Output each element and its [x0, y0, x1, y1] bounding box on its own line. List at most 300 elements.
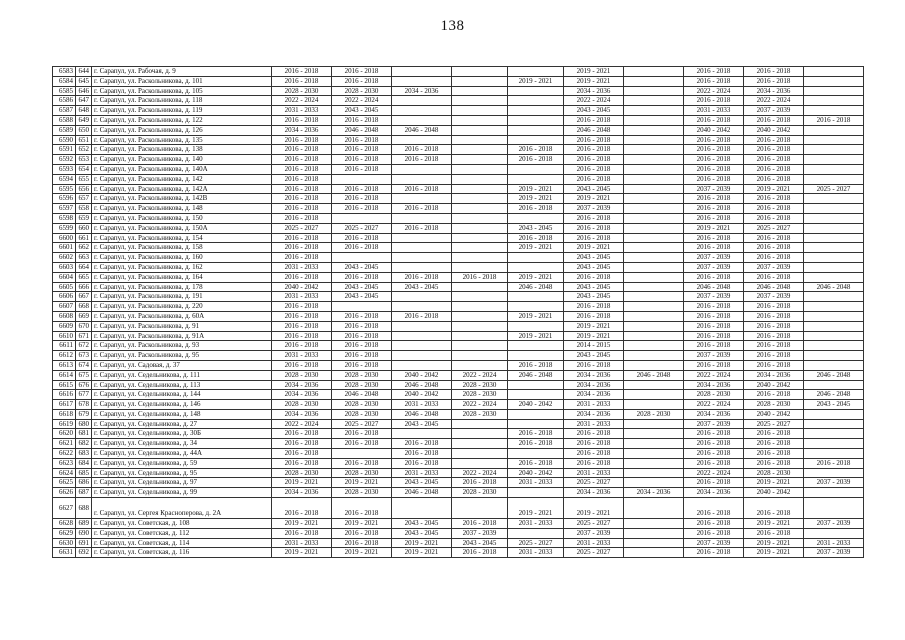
cell-period-1: 2016 - 2018: [272, 439, 332, 449]
cell-period-4: [452, 125, 508, 135]
cell-address: г. Сарапул, ул. Раскольникова, д. 105: [92, 86, 272, 96]
cell-row-number: 6629: [53, 528, 76, 538]
cell-period-8: 2046 - 2048: [684, 282, 744, 292]
cell-period-6: 2019 - 2021: [564, 498, 624, 519]
table-row: [53, 302, 864, 312]
cell-period-4: 2037 - 2039: [452, 528, 508, 538]
repair-schedule-table: [52, 66, 864, 558]
cell-period-9: 2040 - 2042: [744, 125, 804, 135]
cell-period-6: 2016 - 2018: [564, 233, 624, 243]
cell-period-9: 2040 - 2042: [744, 488, 804, 498]
cell-period-1: 2016 - 2018: [272, 233, 332, 243]
cell-period-1: 2016 - 2018: [272, 155, 332, 165]
cell-period-8: 2016 - 2018: [684, 204, 744, 214]
cell-period-1: 2040 - 2042: [272, 282, 332, 292]
cell-row-number: 6625: [53, 478, 76, 488]
cell-period-4: 2022 - 2024: [452, 400, 508, 410]
cell-period-5: 2019 - 2021: [508, 311, 564, 321]
cell-period-2: 2016 - 2018: [332, 331, 392, 341]
table-row: [53, 96, 864, 106]
cell-period-4: [452, 76, 508, 86]
cell-period-2: 2016 - 2018: [332, 184, 392, 194]
cell-period-4: [452, 262, 508, 272]
cell-period-7: [624, 341, 684, 351]
table-row: [53, 76, 864, 86]
cell-period-9: 2025 - 2027: [744, 223, 804, 233]
cell-period-4: 2016 - 2018: [452, 548, 508, 558]
cell-period-10: [804, 449, 864, 459]
cell-period-9: 2037 - 2039: [744, 106, 804, 116]
cell-address: г. Сарапул, ул. Раскольникова, д. 160: [92, 253, 272, 263]
cell-period-1: 2031 - 2033: [272, 262, 332, 272]
cell-period-1: 2028 - 2030: [272, 400, 332, 410]
cell-row-number: 6618: [53, 409, 76, 419]
cell-period-7: 2028 - 2030: [624, 409, 684, 419]
cell-period-8: 2037 - 2039: [684, 184, 744, 194]
cell-period-1: 2031 - 2033: [272, 351, 332, 361]
cell-period-6: 2043 - 2045: [564, 282, 624, 292]
cell-period-7: [624, 243, 684, 253]
cell-period-3: 2016 - 2018: [392, 272, 452, 282]
cell-period-8: 2016 - 2018: [684, 67, 744, 77]
cell-period-10: [804, 429, 864, 439]
cell-period-4: [452, 164, 508, 174]
cell-house-number: 691: [76, 538, 92, 548]
cell-period-9: 2016 - 2018: [744, 213, 804, 223]
cell-period-7: [624, 67, 684, 77]
cell-period-9: 2019 - 2021: [744, 519, 804, 529]
cell-period-10: [804, 351, 864, 361]
cell-period-1: 2019 - 2021: [272, 519, 332, 529]
cell-period-5: [508, 341, 564, 351]
cell-period-4: [452, 341, 508, 351]
cell-period-10: 2046 - 2048: [804, 282, 864, 292]
cell-period-9: 2016 - 2018: [744, 174, 804, 184]
cell-period-8: 2016 - 2018: [684, 331, 744, 341]
cell-row-number: 6621: [53, 439, 76, 449]
cell-address: г. Сарапул, ул. Советская, д. 114: [92, 538, 272, 548]
cell-period-2: 2016 - 2018: [332, 528, 392, 538]
table-row: [53, 331, 864, 341]
cell-address: г. Сарапул, ул. Раскольникова, д. 101: [92, 76, 272, 86]
cell-period-8: 2016 - 2018: [684, 233, 744, 243]
cell-period-10: [804, 262, 864, 272]
cell-address: г. Сарапул, ул. Садовая, д. 37: [92, 360, 272, 370]
cell-period-5: 2043 - 2045: [508, 223, 564, 233]
cell-period-5: [508, 106, 564, 116]
cell-period-7: [624, 86, 684, 96]
cell-period-2: 2016 - 2018: [332, 321, 392, 331]
cell-period-5: 2019 - 2021: [508, 184, 564, 194]
cell-period-4: [452, 106, 508, 116]
table-row: [53, 390, 864, 400]
cell-address: г. Сарапул, ул. Советская, д. 108: [92, 519, 272, 529]
cell-period-4: [452, 351, 508, 361]
table-row: [53, 400, 864, 410]
cell-period-3: 2046 - 2048: [392, 488, 452, 498]
cell-house-number: 675: [76, 370, 92, 380]
cell-period-8: 2022 - 2024: [684, 468, 744, 478]
cell-period-3: [392, 429, 452, 439]
cell-period-7: [624, 351, 684, 361]
cell-period-8: 2016 - 2018: [684, 548, 744, 558]
cell-period-10: 2031 - 2033: [804, 538, 864, 548]
table-row: [53, 282, 864, 292]
cell-row-number: 6611: [53, 341, 76, 351]
cell-period-5: 2016 - 2018: [508, 204, 564, 214]
cell-period-3: 2016 - 2018: [392, 449, 452, 459]
cell-period-6: 2016 - 2018: [564, 164, 624, 174]
cell-period-8: 2016 - 2018: [684, 360, 744, 370]
table-row: [53, 341, 864, 351]
cell-address: г. Сарапул, ул. Раскольникова, д. 138: [92, 145, 272, 155]
cell-period-9: 2016 - 2018: [744, 194, 804, 204]
cell-house-number: 669: [76, 311, 92, 321]
cell-period-5: [508, 174, 564, 184]
cell-period-8: 2016 - 2018: [684, 96, 744, 106]
cell-period-1: 2016 - 2018: [272, 331, 332, 341]
cell-period-3: 2016 - 2018: [392, 184, 452, 194]
cell-period-10: [804, 155, 864, 165]
cell-period-8: 2016 - 2018: [684, 243, 744, 253]
cell-period-8: 2037 - 2039: [684, 419, 744, 429]
cell-row-number: 6630: [53, 538, 76, 548]
cell-period-8: 2016 - 2018: [684, 519, 744, 529]
cell-period-5: 2019 - 2021: [508, 194, 564, 204]
cell-address: г. Сарапул, ул. Седельникова, д. 30Б: [92, 429, 272, 439]
cell-period-7: [624, 233, 684, 243]
cell-period-2: 2016 - 2018: [332, 155, 392, 165]
cell-house-number: 688: [76, 498, 92, 519]
cell-address: г. Сарапул, ул. Раскольникова, д. 91: [92, 321, 272, 331]
cell-house-number: 656: [76, 184, 92, 194]
cell-row-number: 6626: [53, 488, 76, 498]
cell-period-3: [392, 115, 452, 125]
cell-period-6: 2034 - 2036: [564, 390, 624, 400]
cell-period-2: 2016 - 2018: [332, 351, 392, 361]
cell-period-8: 2037 - 2039: [684, 351, 744, 361]
cell-period-4: [452, 282, 508, 292]
cell-period-8: 2022 - 2024: [684, 370, 744, 380]
cell-period-8: 2016 - 2018: [684, 449, 744, 459]
cell-period-2: 2016 - 2018: [332, 498, 392, 519]
cell-period-7: [624, 174, 684, 184]
cell-period-6: 2034 - 2036: [564, 86, 624, 96]
cell-period-3: 2031 - 2033: [392, 400, 452, 410]
cell-period-1: 2022 - 2024: [272, 419, 332, 429]
cell-house-number: 682: [76, 439, 92, 449]
cell-period-8: 2016 - 2018: [684, 213, 744, 223]
cell-period-7: [624, 419, 684, 429]
cell-address: г. Сарапул, ул. Советская, д. 112: [92, 528, 272, 538]
cell-house-number: 653: [76, 155, 92, 165]
cell-period-6: 2016 - 2018: [564, 429, 624, 439]
cell-period-4: [452, 498, 508, 519]
cell-row-number: 6601: [53, 243, 76, 253]
cell-period-6: 2043 - 2045: [564, 292, 624, 302]
cell-period-7: [624, 331, 684, 341]
cell-row-number: 6588: [53, 115, 76, 125]
cell-period-4: 2028 - 2030: [452, 488, 508, 498]
cell-period-2: 2019 - 2021: [332, 519, 392, 529]
cell-address: г. Сарапул, ул. Раскольникова, д. 118: [92, 96, 272, 106]
cell-period-2: 2016 - 2018: [332, 204, 392, 214]
cell-period-8: 2022 - 2024: [684, 86, 744, 96]
cell-period-7: [624, 292, 684, 302]
cell-row-number: 6619: [53, 419, 76, 429]
cell-period-10: [804, 204, 864, 214]
cell-period-1: 2016 - 2018: [272, 272, 332, 282]
cell-period-6: 2019 - 2021: [564, 243, 624, 253]
cell-house-number: 652: [76, 145, 92, 155]
cell-house-number: 685: [76, 468, 92, 478]
cell-period-2: 2019 - 2021: [332, 548, 392, 558]
cell-period-6: 2016 - 2018: [564, 458, 624, 468]
cell-period-5: 2019 - 2021: [508, 76, 564, 86]
cell-period-7: [624, 390, 684, 400]
cell-address: г. Сарапул, ул. Раскольникова, д. 93: [92, 341, 272, 351]
cell-period-6: 2016 - 2018: [564, 311, 624, 321]
cell-period-10: [804, 409, 864, 419]
cell-row-number: 6615: [53, 380, 76, 390]
cell-period-3: [392, 321, 452, 331]
cell-address: г. Сарапул, ул. Раскольникова, д. 140А: [92, 164, 272, 174]
cell-period-1: 2016 - 2018: [272, 458, 332, 468]
cell-period-6: 2031 - 2033: [564, 468, 624, 478]
cell-period-6: 2025 - 2027: [564, 548, 624, 558]
cell-house-number: 681: [76, 429, 92, 439]
cell-period-10: [804, 439, 864, 449]
cell-period-8: 2016 - 2018: [684, 145, 744, 155]
cell-row-number: 6600: [53, 233, 76, 243]
cell-row-number: 6613: [53, 360, 76, 370]
cell-period-7: 2046 - 2048: [624, 370, 684, 380]
cell-address: г. Сарапул, ул. Раскольникова, д. 142В: [92, 194, 272, 204]
cell-period-7: [624, 519, 684, 529]
cell-period-7: [624, 184, 684, 194]
cell-period-8: 2028 - 2030: [684, 390, 744, 400]
cell-period-8: 2016 - 2018: [684, 321, 744, 331]
cell-period-4: [452, 311, 508, 321]
cell-period-2: 2046 - 2048: [332, 390, 392, 400]
cell-period-9: 2016 - 2018: [744, 331, 804, 341]
cell-period-2: 2016 - 2018: [332, 135, 392, 145]
cell-address: г. Сарапул, ул. Седельникова, д. 144: [92, 390, 272, 400]
cell-period-7: [624, 115, 684, 125]
cell-period-6: 2019 - 2021: [564, 67, 624, 77]
cell-period-6: 2034 - 2036: [564, 488, 624, 498]
cell-period-6: 2016 - 2018: [564, 439, 624, 449]
cell-period-2: 2046 - 2048: [332, 125, 392, 135]
cell-period-4: 2016 - 2018: [452, 519, 508, 529]
cell-period-9: 2016 - 2018: [744, 155, 804, 165]
cell-house-number: 677: [76, 390, 92, 400]
cell-period-1: 2016 - 2018: [272, 135, 332, 145]
cell-period-10: [804, 488, 864, 498]
cell-period-1: 2034 - 2036: [272, 390, 332, 400]
cell-period-5: [508, 449, 564, 459]
cell-house-number: 679: [76, 409, 92, 419]
cell-period-2: [332, 449, 392, 459]
cell-row-number: 6606: [53, 292, 76, 302]
cell-period-5: 2019 - 2021: [508, 498, 564, 519]
cell-house-number: 650: [76, 125, 92, 135]
cell-period-4: [452, 204, 508, 214]
cell-period-8: 2016 - 2018: [684, 115, 744, 125]
cell-period-8: 2016 - 2018: [684, 311, 744, 321]
table-row: [53, 253, 864, 263]
cell-house-number: 660: [76, 223, 92, 233]
cell-period-10: [804, 498, 864, 519]
cell-period-6: 2031 - 2033: [564, 538, 624, 548]
cell-address: г. Сарапул, ул. Раскольникова, д. 150А: [92, 223, 272, 233]
cell-period-10: 2037 - 2039: [804, 519, 864, 529]
cell-row-number: 6620: [53, 429, 76, 439]
cell-period-4: 2022 - 2024: [452, 370, 508, 380]
cell-house-number: 664: [76, 262, 92, 272]
cell-period-3: 2046 - 2048: [392, 409, 452, 419]
cell-period-8: 2037 - 2039: [684, 253, 744, 263]
table-row: [53, 86, 864, 96]
cell-period-3: 2046 - 2048: [392, 125, 452, 135]
cell-period-4: [452, 302, 508, 312]
cell-period-5: [508, 302, 564, 312]
cell-period-5: 2016 - 2018: [508, 155, 564, 165]
cell-period-2: 2016 - 2018: [332, 439, 392, 449]
cell-period-1: 2016 - 2018: [272, 174, 332, 184]
cell-period-3: 2019 - 2021: [392, 548, 452, 558]
cell-period-4: [452, 449, 508, 459]
cell-period-8: 2016 - 2018: [684, 155, 744, 165]
cell-period-8: 2022 - 2024: [684, 400, 744, 410]
cell-period-5: 2016 - 2018: [508, 145, 564, 155]
cell-period-7: [624, 223, 684, 233]
cell-house-number: 644: [76, 67, 92, 77]
cell-period-9: 2037 - 2039: [744, 262, 804, 272]
cell-address: г. Сарапул, ул. Седельникова, д. 111: [92, 370, 272, 380]
cell-period-3: [392, 498, 452, 519]
cell-period-7: [624, 478, 684, 488]
cell-period-2: 2028 - 2030: [332, 86, 392, 96]
cell-house-number: 676: [76, 380, 92, 390]
cell-period-3: 2034 - 2036: [392, 86, 452, 96]
cell-period-7: [624, 439, 684, 449]
cell-period-7: [624, 311, 684, 321]
cell-period-9: 2016 - 2018: [744, 76, 804, 86]
cell-period-2: 2028 - 2030: [332, 409, 392, 419]
cell-house-number: 692: [76, 548, 92, 558]
cell-period-4: 2043 - 2045: [452, 538, 508, 548]
cell-address: г. Сарапул, ул. Раскольникова, д. 140: [92, 155, 272, 165]
cell-period-10: [804, 321, 864, 331]
cell-row-number: 6612: [53, 351, 76, 361]
cell-period-6: 2019 - 2021: [564, 331, 624, 341]
cell-period-9: 2025 - 2027: [744, 419, 804, 429]
cell-period-1: 2031 - 2033: [272, 538, 332, 548]
cell-period-9: 2016 - 2018: [744, 243, 804, 253]
cell-period-10: [804, 96, 864, 106]
cell-row-number: 6584: [53, 76, 76, 86]
cell-period-6: 2034 - 2036: [564, 380, 624, 390]
cell-period-4: [452, 155, 508, 165]
cell-period-3: [392, 106, 452, 116]
cell-period-6: 2034 - 2036: [564, 409, 624, 419]
cell-address: г. Сарапул, ул. Раскольникова, д. 154: [92, 233, 272, 243]
cell-period-7: [624, 145, 684, 155]
cell-period-3: [392, 96, 452, 106]
cell-house-number: 654: [76, 164, 92, 174]
cell-period-9: 2016 - 2018: [744, 253, 804, 263]
cell-period-4: [452, 419, 508, 429]
cell-address: г. Сарапул, ул. Раскольникова, д. 150: [92, 213, 272, 223]
cell-period-9: 2016 - 2018: [744, 528, 804, 538]
cell-period-10: [804, 125, 864, 135]
cell-house-number: 648: [76, 106, 92, 116]
cell-period-10: [804, 67, 864, 77]
table-row: [53, 184, 864, 194]
cell-house-number: 658: [76, 204, 92, 214]
cell-period-2: 2043 - 2045: [332, 262, 392, 272]
cell-period-9: 2040 - 2042: [744, 409, 804, 419]
table-row: [53, 194, 864, 204]
cell-address: г. Сарапул, ул. Советская, д. 116: [92, 548, 272, 558]
cell-period-1: 2016 - 2018: [272, 302, 332, 312]
cell-period-3: [392, 292, 452, 302]
cell-house-number: 663: [76, 253, 92, 263]
cell-period-5: [508, 409, 564, 419]
cell-row-number: 6586: [53, 96, 76, 106]
cell-house-number: 683: [76, 449, 92, 459]
cell-address: г. Сарапул, ул. Седельникова, д. 59: [92, 458, 272, 468]
cell-period-3: [392, 262, 452, 272]
cell-period-1: 2016 - 2018: [272, 528, 332, 538]
cell-row-number: 6597: [53, 204, 76, 214]
cell-period-5: 2040 - 2042: [508, 400, 564, 410]
cell-period-1: 2019 - 2021: [272, 478, 332, 488]
cell-period-2: 2016 - 2018: [332, 115, 392, 125]
cell-row-number: 6592: [53, 155, 76, 165]
cell-row-number: 6609: [53, 321, 76, 331]
cell-period-5: [508, 292, 564, 302]
cell-address: г. Сарапул, ул. Раскольникова, д. 158: [92, 243, 272, 253]
cell-period-2: 2043 - 2045: [332, 282, 392, 292]
cell-period-7: [624, 253, 684, 263]
cell-period-4: [452, 331, 508, 341]
cell-house-number: 672: [76, 341, 92, 351]
cell-period-9: 2016 - 2018: [744, 458, 804, 468]
cell-period-7: [624, 449, 684, 459]
cell-house-number: 665: [76, 272, 92, 282]
cell-period-9: 2016 - 2018: [744, 351, 804, 361]
cell-period-4: 2016 - 2018: [452, 272, 508, 282]
cell-period-10: 2016 - 2018: [804, 115, 864, 125]
cell-house-number: 657: [76, 194, 92, 204]
cell-period-5: [508, 390, 564, 400]
cell-period-8: 2019 - 2021: [684, 223, 744, 233]
cell-period-4: [452, 135, 508, 145]
cell-period-4: [452, 429, 508, 439]
cell-period-6: 2019 - 2021: [564, 76, 624, 86]
cell-period-9: 2016 - 2018: [744, 204, 804, 214]
cell-address: г. Сарапул, ул. Раскольникова, д. 135: [92, 135, 272, 145]
cell-period-5: [508, 67, 564, 77]
cell-period-10: [804, 341, 864, 351]
cell-period-5: [508, 528, 564, 538]
cell-period-3: [392, 194, 452, 204]
cell-house-number: 666: [76, 282, 92, 292]
table-row: [53, 204, 864, 214]
cell-period-9: 2016 - 2018: [744, 302, 804, 312]
